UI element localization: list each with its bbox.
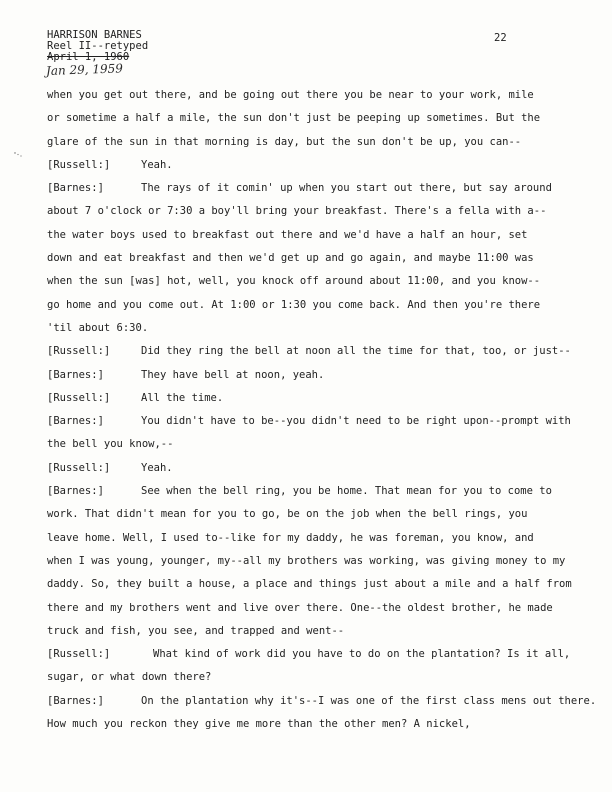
transcript-line bbox=[47, 573, 607, 596]
speaker-line bbox=[47, 480, 607, 503]
line-text: What kind of work did you have to do on the plantation? Is it all, bbox=[153, 648, 571, 661]
line-text: You didn't have to be--you didn't need to be right upon--prompt with bbox=[141, 415, 571, 428]
speaker-label: [Barnes:] bbox=[47, 182, 104, 195]
line-text: daddy. So, they built a house, a place and things just about a mile and a half from bbox=[47, 578, 572, 591]
line-text: about 7 o'clock or 7:30 a boy'll bring your breakfast. There's a fella with a-- bbox=[47, 205, 547, 218]
line-text: They have bell at noon, yeah. bbox=[141, 368, 325, 381]
speaker-label: [Russell:] bbox=[47, 391, 111, 404]
transcript-line bbox=[47, 84, 607, 107]
speaker-line bbox=[47, 387, 607, 410]
transcript-line bbox=[47, 247, 607, 270]
line-text: down and eat breakfast and then we'd get up and go again, and maybe 11:00 was bbox=[47, 252, 534, 265]
speaker-label: [Russell:] bbox=[47, 158, 111, 171]
speaker-line bbox=[47, 457, 607, 480]
speaker-line bbox=[47, 690, 607, 713]
speaker-line bbox=[47, 340, 607, 363]
line-text: when the sun [was] hot, well, you knock off around about 11:00, and you know-- bbox=[47, 275, 541, 288]
line-text: when you get out there, and be going out there you be near to your work, mile bbox=[47, 89, 534, 101]
transcript-line bbox=[47, 200, 607, 223]
line-text: sugar, or what down there? bbox=[47, 671, 212, 684]
transcript-line bbox=[47, 270, 607, 293]
speaker-label: [Russell:] bbox=[47, 461, 111, 474]
line-text: the water boys used to breakfast out there and we'd have a half an hour, set bbox=[47, 228, 528, 241]
transcript-line bbox=[47, 433, 607, 456]
transcript-line bbox=[47, 550, 607, 573]
page-number: 22 bbox=[494, 32, 507, 44]
reel-label: Reel II--retyped bbox=[47, 40, 149, 52]
line-text: On the plantation why it's--I was one of the first class mens out there. bbox=[141, 694, 597, 707]
speaker-label: [Barnes:] bbox=[47, 368, 104, 381]
interviewee-name: HARRISON BARNES bbox=[47, 29, 142, 41]
speaker-line bbox=[47, 154, 607, 177]
speaker-line bbox=[47, 364, 607, 387]
transcript-line bbox=[47, 527, 607, 550]
line-text: leave home. Well, I used to--like for my daddy, he was foreman, you know, and bbox=[47, 531, 534, 544]
line-text: See when the bell ring, you be home. That mean for you to come to bbox=[141, 485, 552, 498]
transcript-line bbox=[47, 713, 607, 736]
transcript-line bbox=[47, 294, 607, 317]
speaker-label: [Russell:] bbox=[47, 648, 111, 661]
speaker-label: [Barnes:] bbox=[47, 485, 104, 498]
line-text: go home and you come out. At 1:00 or 1:30 you come back. And then you're there bbox=[47, 298, 541, 311]
line-text: Yeah. bbox=[141, 158, 173, 171]
speaker-line bbox=[47, 177, 607, 200]
speaker-line bbox=[47, 643, 607, 666]
line-text: All the time. bbox=[141, 391, 224, 404]
line-text: truck and fish, you see, and trapped and went-- bbox=[47, 624, 345, 637]
speaker-label: [Barnes:] bbox=[47, 694, 104, 707]
transcript-line bbox=[47, 224, 607, 247]
line-text: there and my brothers went and live over there. One--the oldest brother, he made bbox=[47, 601, 553, 614]
line-text: Did they ring the bell at noon all the time for that, too, or just-- bbox=[141, 345, 571, 358]
transcript-body bbox=[47, 84, 607, 736]
line-text: when I was young, younger, my--all my brothers was working, was giving money to my bbox=[47, 554, 566, 567]
transcript-line bbox=[47, 597, 607, 620]
transcript-line bbox=[47, 620, 607, 643]
line-text: How much you reckon they give me more than the other men? A nickel, bbox=[47, 718, 471, 731]
transcript-line bbox=[47, 317, 607, 340]
speaker-label: [Barnes:] bbox=[47, 415, 104, 428]
transcript-line bbox=[47, 503, 607, 526]
line-text: work. That didn't mean for you to go, be on the job when the bell rings, you bbox=[47, 508, 528, 521]
margin-speck-icon bbox=[14, 152, 22, 157]
struck-date: April 1, 1960 bbox=[47, 51, 130, 63]
line-text: 'til about 6:30. bbox=[47, 321, 149, 334]
line-text: The rays of it comin' up when you start out there, but say around bbox=[141, 182, 552, 195]
line-text: glare of the sun in that morning is day, but the sun don't be up, you can-- bbox=[47, 135, 522, 148]
line-text: or sometime a half a mile, the sun don't just be peeping up sometimes. But the bbox=[47, 112, 541, 125]
speaker-line bbox=[47, 410, 607, 433]
line-text: the bell you know,-- bbox=[47, 438, 174, 451]
speaker-label: [Russell:] bbox=[47, 345, 111, 358]
transcript-line bbox=[47, 131, 607, 154]
line-text: Yeah. bbox=[141, 461, 173, 474]
handwritten-date: Jan 29, 1959 bbox=[45, 61, 124, 78]
transcript-line bbox=[47, 107, 607, 130]
transcript-line bbox=[47, 666, 607, 689]
